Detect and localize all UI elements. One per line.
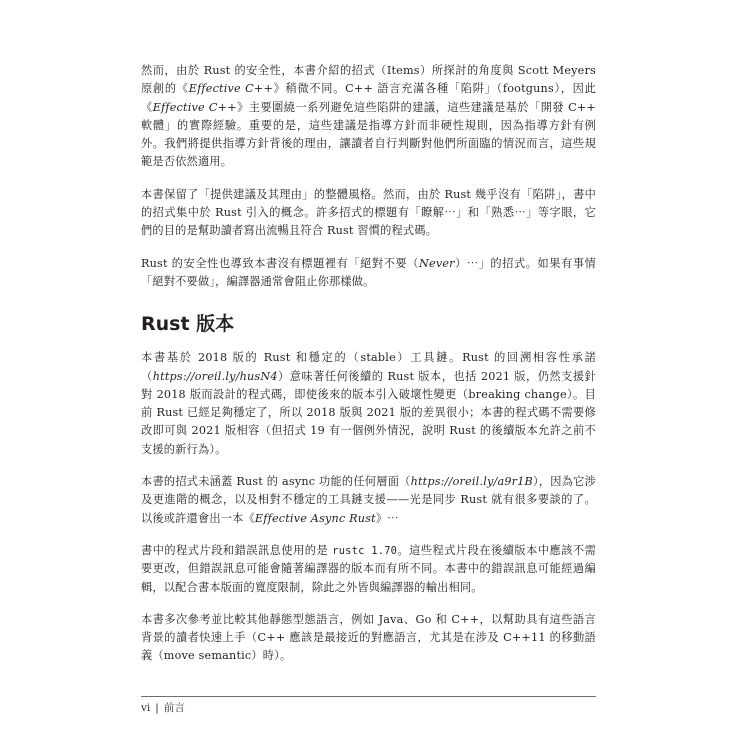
footer-rule (141, 696, 596, 697)
paragraph-text: 然而，由於 Rust 的安全性，本書介紹的招式（Items）所探討的角度與 Scott Meyers 原創的《 (141, 64, 596, 96)
body-paragraph (141, 611, 596, 666)
paragraph-text: 。這些程式片段在後續版本中應該不需要更改，但錯誤訊息可能會隨著編譯器的版本而有所不同。本書中的錯誤訊息可能經過編輯，以配合書本版面的寬度限制，除此之外皆與編譯器的輸出相同。 (141, 543, 596, 594)
paragraph-text: ），因為它涉及更進階的概念，以及相對不穩定的工具鏈支援——光是同步 Rust 就有很多要談的了。以後或許還會出一本《 (141, 475, 596, 525)
chapter-name: 前言 (163, 702, 185, 714)
inline-code: rustc 1.70 (332, 544, 398, 557)
italic-text: https://oreil.ly/husN4 (152, 369, 278, 383)
intro-paragraphs (141, 62, 596, 291)
italic-text: Never (419, 256, 455, 270)
paragraph-text: 》⋯ (375, 511, 399, 525)
section-heading: Rust 版本 (141, 313, 235, 336)
paragraph-text: 本書保留了「提供建議及其理由」的整體風格。然而，由於 Rust 幾乎沒有「陷阱」，書中的招式集中於 Rust 引入的概念。許多招式的標題有「瞭解⋯」和「熟悉⋯」等字眼，它們的目的是幫助讀者寫出流暢且符合 Rust 習慣的程式碼。 (141, 187, 596, 238)
rust-version-paragraphs (141, 349, 596, 665)
paragraph-text: ）⋯」的招式。如果有事情「絕對不要做」，編譯器通常會阻止你那樣做。 (141, 256, 597, 288)
paragraph-text: 本書基於 2018 版的 Rust 和穩定的（stable）工具鏈。Rust 的回溯相容性承諾（ (141, 351, 596, 383)
page-content (141, 62, 596, 680)
paragraph-text: 》主要圍繞一系列避免這些陷阱的建議，這些建議是基於「開發 C++ 軟體」的實際經驗。重要的是，這些建議是指導方針而非硬性規則，因為指導方針有例外。我們將提供指導方針背後的理由，讓讀者自行判斷對他們所面臨的情況而言，這些規範是否依然適用。 (141, 100, 596, 169)
page-footer (141, 701, 185, 715)
body-paragraph (141, 349, 596, 459)
italic-text: Effective C++ (188, 82, 274, 96)
paragraph-text: ）意味著任何後續的 Rust 版本，也括 2021 版，仍然支援針對 2018 版而設計的程式碼，即使後來的版本引入破壞性變更（breaking change）。目前 Rust 已經足夠穩定了，所以 2018 版與 2021 版的差異很小；本書的程式碼不需要修改即可與 2021 版相容（但招式 19 有一個例外情況，說明 Rust 的後續版本允許之前不支援的新行為）。 (141, 369, 596, 456)
body-paragraph (141, 542, 596, 597)
italic-text: https://oreil.ly/a9r1B (410, 475, 533, 489)
page-number: vi (141, 702, 151, 714)
body-paragraph (141, 186, 596, 241)
body-paragraph (141, 255, 596, 292)
paragraph-text: 本書多次參考並比較其他靜態型態語言，例如 Java、Go 和 C++，以幫助具有這些語言背景的讀者快速上手（C++ 應該是最接近的對應語言，尤其是在涉及 C++11 的移動語義（move semantic）時）。 (141, 612, 596, 663)
footer-separator: | (155, 702, 159, 714)
paragraph-text: 書中的程式片段和錯誤訊息使用的是 (141, 543, 333, 557)
italic-text: Effective Async Rust (254, 511, 376, 525)
italic-text: Effective C++ (152, 100, 237, 114)
body-paragraph (141, 62, 596, 172)
paragraph-text: 本書的招式未涵蓋 Rust 的 async 功能的任何層面（ (141, 475, 411, 489)
paragraph-text: 》稍微不同。C++ 語言充滿各種「陷阱」（footguns），因此《 (141, 82, 596, 114)
paragraph-text: Rust 的安全性也導致本書沒有標題裡有「絕對不要（ (141, 256, 420, 270)
body-paragraph (141, 473, 596, 528)
